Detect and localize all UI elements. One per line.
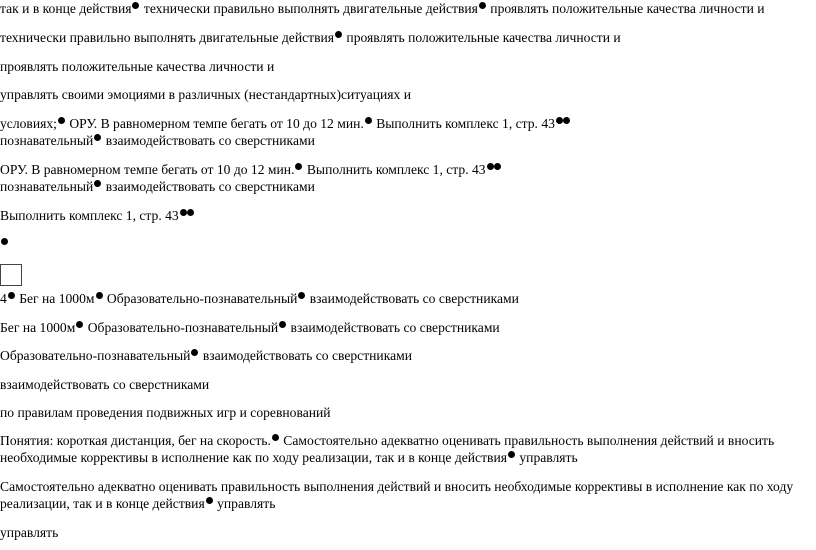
text-fragment: Образовательно-познавательный xyxy=(84,320,279,335)
text-fragment: взаимодействовать со сверстниками xyxy=(287,320,500,335)
bullet-icon xyxy=(94,134,101,141)
bullet-icon xyxy=(279,321,286,328)
text-fragment: взаимодействовать со сверстниками xyxy=(102,133,315,148)
text-fragment: Самостоятельно адекватно оценивать правильность выполнения действий и вносить необходимые коррективы в исполнение как по ходу xyxy=(0,479,794,494)
text-fragment: необходимые коррективы в исполнение как по ходу реализации, так и в конце действия xyxy=(0,450,507,465)
text-fragment: 4 xyxy=(0,291,7,306)
bullet-icon xyxy=(180,209,187,216)
bullet-icon xyxy=(365,117,372,124)
bullet-icon xyxy=(132,2,139,9)
text-line-4 xyxy=(0,86,411,103)
text-fragment: познавательный xyxy=(0,179,94,194)
text-line-16 xyxy=(0,449,578,466)
bullet-icon xyxy=(508,451,515,458)
text-fragment: ОРУ. В равномерном темпе бегать от 10 до 12 мин. xyxy=(65,116,364,131)
text-fragment: взаимодействовать со сверстниками xyxy=(102,179,315,194)
text-line-7 xyxy=(0,161,502,178)
text-fragment: проявлять положительные качества личности и xyxy=(343,30,621,45)
bullet-icon xyxy=(295,163,302,170)
bullet-icon xyxy=(556,117,563,124)
bullet-icon xyxy=(563,117,570,124)
bullet-icon xyxy=(206,497,213,504)
text-line-18 xyxy=(0,495,275,512)
text-fragment: технически правильно выполнять двигательные действия xyxy=(140,1,478,16)
text-fragment: познавательный xyxy=(0,133,94,148)
text-line-5 xyxy=(0,115,571,132)
text-fragment: технически правильно выполнять двигательные действия xyxy=(0,30,335,45)
text-line-9 xyxy=(0,207,195,224)
text-line-14 xyxy=(0,404,331,421)
text-fragment: так и в конце действия xyxy=(0,1,132,16)
text-fragment: по правилам проведения подвижных игр и соревнований xyxy=(0,405,331,420)
bullet-icon xyxy=(94,180,101,187)
text-fragment: Бег на 1000м xyxy=(0,320,76,335)
text-fragment: Самостоятельно адекватно оценивать правильность выполнения действий и вносить xyxy=(279,433,775,448)
text-line-3 xyxy=(0,58,274,75)
text-fragment: взаимодействовать со сверстниками xyxy=(306,291,519,306)
text-fragment: Бег на 1000м xyxy=(15,291,95,306)
text-fragment: Выполнить комплекс 1, стр. 43 xyxy=(0,208,179,223)
text-line-12 xyxy=(0,347,412,364)
bullet-line xyxy=(0,236,9,253)
text-fragment: управлять xyxy=(213,496,276,511)
text-fragment: Понятия: короткая дистанция, бег на скорость. xyxy=(0,433,271,448)
bullet-icon xyxy=(298,292,305,299)
text-fragment: условиях; xyxy=(0,116,57,131)
text-fragment: Выполнить комплекс 1, стр. 43 xyxy=(372,116,555,131)
text-line-15 xyxy=(0,432,774,449)
text-line-10 xyxy=(0,290,519,307)
text-fragment: управлять своими эмоциями в различных (нестандартных)ситуациях и xyxy=(0,87,411,102)
text-fragment: управлять xyxy=(0,525,59,540)
text-fragment: реализации, так и в конце действия xyxy=(0,496,205,511)
bullet-icon xyxy=(335,31,342,38)
text-line-17 xyxy=(0,478,793,495)
text-line-8 xyxy=(0,178,315,195)
text-line-1 xyxy=(0,0,765,17)
text-fragment: проявлять положительные качества личности и xyxy=(0,59,275,74)
text-line-2 xyxy=(0,29,621,46)
bullet-icon xyxy=(487,163,494,170)
text-fragment: ОРУ. В равномерном темпе бегать от 10 до 12 мин. xyxy=(0,162,295,177)
bullet-icon xyxy=(96,292,103,299)
text-fragment: Образовательно-познавательный xyxy=(0,348,191,363)
text-fragment: проявлять положительные качества личности и xyxy=(486,1,765,16)
text-fragment: управлять xyxy=(515,450,578,465)
bullet-icon xyxy=(479,2,486,9)
text-fragment: Выполнить комплекс 1, стр. 43 xyxy=(303,162,486,177)
bullet-icon xyxy=(8,292,15,299)
text-line-13 xyxy=(0,376,209,393)
text-fragment: взаимодействовать со сверстниками xyxy=(199,348,413,363)
text-line-6 xyxy=(0,132,315,149)
bullet-icon xyxy=(191,349,198,356)
bullet-icon xyxy=(76,321,83,328)
text-fragment: взаимодействовать со сверстниками xyxy=(0,377,210,392)
text-line-11 xyxy=(0,319,500,336)
text-fragment: Образовательно-познавательный xyxy=(103,291,298,306)
empty-checkbox[interactable] xyxy=(0,264,22,286)
bullet-icon xyxy=(58,117,65,124)
bullet-icon xyxy=(187,209,194,216)
bullet-icon xyxy=(494,163,501,170)
text-line-19 xyxy=(0,524,58,541)
bullet-icon xyxy=(1,238,8,245)
bullet-icon xyxy=(272,434,279,441)
